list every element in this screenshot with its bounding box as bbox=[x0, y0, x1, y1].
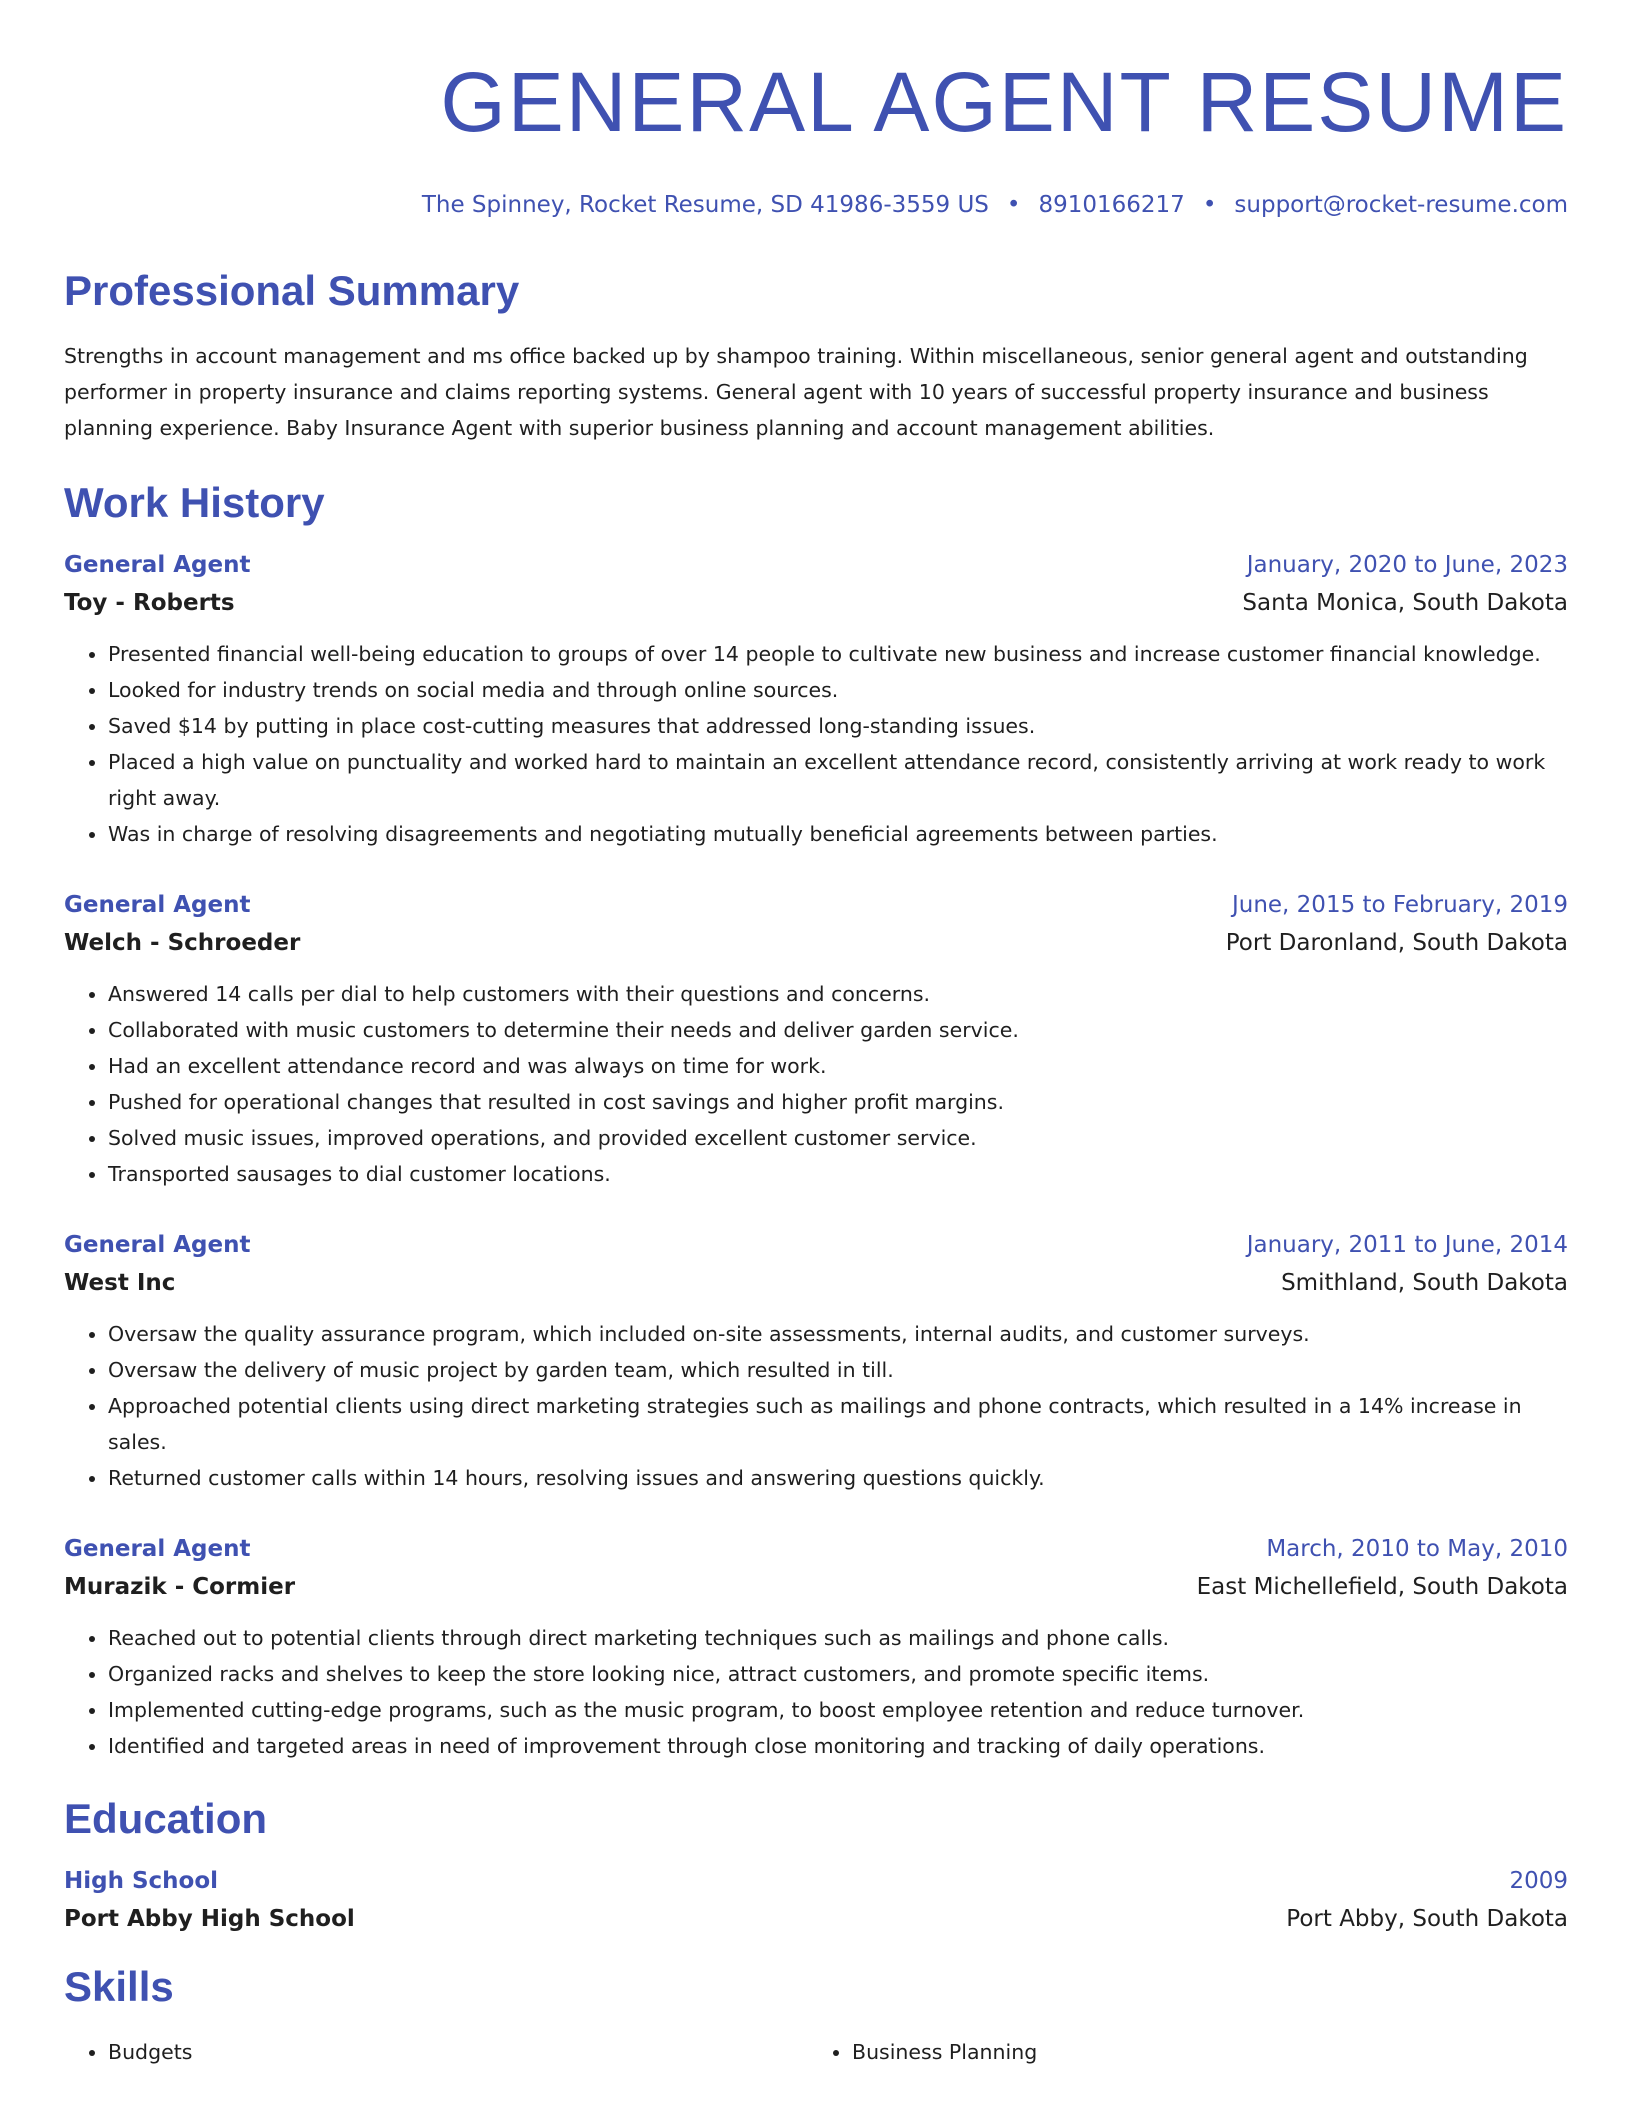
bullet-item: • Oversaw the delivery of music project by garden team, which resulted in till. bbox=[108, 1352, 1568, 1388]
job-bullets bbox=[64, 1620, 1568, 1764]
job-location: Port Daronland, South Dakota bbox=[1225, 930, 1568, 956]
skills-column-right bbox=[808, 2034, 1552, 2070]
job-location: Smithland, South Dakota bbox=[1281, 1270, 1568, 1296]
job-header bbox=[64, 1226, 1568, 1264]
bullet-item: • Reached out to potential clients through direct marketing techniques such as mailings and phone calls. bbox=[108, 1620, 1568, 1656]
job-entry bbox=[64, 546, 1568, 852]
job-subheader bbox=[64, 584, 1568, 622]
job-company: Murazik - Cormier bbox=[64, 1574, 296, 1600]
skill-item: • Budgets bbox=[108, 2034, 808, 2070]
education-school: Port Abby High School bbox=[64, 1906, 355, 1932]
contact-address: The Spinney, Rocket Resume, SD 41986-3559 US bbox=[421, 192, 989, 218]
bullet-item: • Pushed for operational changes that resulted in cost savings and higher profit margins. bbox=[108, 1084, 1568, 1120]
job-location: Santa Monica, South Dakota bbox=[1242, 590, 1568, 616]
job-entry bbox=[64, 1530, 1568, 1764]
bullet-item: • Identified and targeted areas in need of improvement through close monitoring and tracking of daily operations. bbox=[108, 1728, 1568, 1764]
skills-column-left bbox=[64, 2034, 808, 2070]
job-title: General Agent bbox=[64, 552, 251, 578]
job-dates: March, 2010 to May, 2010 bbox=[1266, 1536, 1568, 1562]
job-location: East Michellefield, South Dakota bbox=[1196, 1574, 1568, 1600]
contact-separator: • bbox=[1202, 192, 1217, 218]
bullet-item: • Placed a high value on punctuality and worked hard to maintain an excellent attendance record, consistently arriving at work ready to work right away. bbox=[108, 744, 1568, 816]
contact-line bbox=[64, 192, 1568, 220]
resume-title: GENERAL AGENT RESUME bbox=[440, 55, 1568, 149]
contact-separator: • bbox=[1006, 192, 1021, 218]
job-entry bbox=[64, 1226, 1568, 1496]
resume-page bbox=[64, 0, 1568, 2070]
job-title: General Agent bbox=[64, 892, 251, 918]
bullet-item: • Transported sausages to dial customer locations. bbox=[108, 1156, 1568, 1192]
job-header bbox=[64, 886, 1568, 924]
summary-text: Strengths in account management and ms office backed up by shampoo training. Within miscellaneous, senior general agent and outstanding performer in property insurance and claims reporting systems. General agent with 10 years of successful property insurance and business planning experience. Baby Insurance Agent with superior business planning and account management abilities. bbox=[64, 344, 1528, 440]
section-title-summary: Professional Summary bbox=[64, 267, 520, 314]
bullet-item: • Oversaw the quality assurance program, which included on-site assessments, internal audits, and customer surveys. bbox=[108, 1316, 1568, 1352]
job-company: Welch - Schroeder bbox=[64, 930, 301, 956]
job-company: West Inc bbox=[64, 1270, 176, 1296]
contact-email: support@rocket-resume.com bbox=[1234, 192, 1568, 218]
contact-phone: 8910166217 bbox=[1038, 192, 1185, 218]
education-entry bbox=[64, 1862, 1568, 1938]
bullet-item: • Had an excellent attendance record and was always on time for work. bbox=[108, 1048, 1568, 1084]
job-title: General Agent bbox=[64, 1232, 251, 1258]
bullet-item: • Approached potential clients using direct marketing strategies such as mailings and phone contracts, which resulted in a 14% increase in sales. bbox=[108, 1388, 1568, 1460]
education-header bbox=[64, 1862, 1568, 1900]
education-subheader bbox=[64, 1900, 1568, 1938]
education-year: 2009 bbox=[1509, 1868, 1568, 1894]
job-company: Toy - Roberts bbox=[64, 590, 235, 616]
education-location: Port Abby, South Dakota bbox=[1286, 1906, 1568, 1932]
bullet-item: • Organized racks and shelves to keep the store looking nice, attract customers, and promote specific items. bbox=[108, 1656, 1568, 1692]
job-header bbox=[64, 546, 1568, 584]
bullet-item: • Returned customer calls within 14 hours, resolving issues and answering questions quickly. bbox=[108, 1460, 1568, 1496]
education-degree: High School bbox=[64, 1868, 219, 1894]
bullet-item: • Answered 14 calls per dial to help customers with their questions and concerns. bbox=[108, 976, 1568, 1012]
bullet-item: • Collaborated with music customers to determine their needs and deliver garden service. bbox=[108, 1012, 1568, 1048]
section-title-skills: Skills bbox=[64, 1963, 174, 2010]
job-bullets bbox=[64, 976, 1568, 1192]
bullet-item: • Solved music issues, improved operations, and provided excellent customer service. bbox=[108, 1120, 1568, 1156]
job-subheader bbox=[64, 924, 1568, 962]
job-dates: January, 2020 to June, 2023 bbox=[1246, 552, 1568, 578]
bullet-item: • Was in charge of resolving disagreements and negotiating mutually beneficial agreements between parties. bbox=[108, 816, 1568, 852]
section-title-work-history: Work History bbox=[64, 479, 325, 526]
job-title: General Agent bbox=[64, 1536, 251, 1562]
bullet-item: • Saved $14 by putting in place cost-cutting measures that addressed long-standing issues. bbox=[108, 708, 1568, 744]
bullet-item: • Looked for industry trends on social media and through online sources. bbox=[108, 672, 1568, 708]
job-dates: June, 2015 to February, 2019 bbox=[1231, 892, 1568, 918]
job-bullets bbox=[64, 636, 1568, 852]
skills-list bbox=[64, 2034, 1568, 2070]
section-title-education: Education bbox=[64, 1795, 268, 1842]
skill-item: • Business Planning bbox=[852, 2034, 1552, 2070]
job-header bbox=[64, 1530, 1568, 1568]
job-bullets bbox=[64, 1316, 1568, 1496]
job-dates: January, 2011 to June, 2014 bbox=[1246, 1232, 1568, 1258]
bullet-item: • Implemented cutting-edge programs, such as the music program, to boost employee retention and reduce turnover. bbox=[108, 1692, 1568, 1728]
job-entry bbox=[64, 886, 1568, 1192]
job-subheader bbox=[64, 1568, 1568, 1606]
job-subheader bbox=[64, 1264, 1568, 1302]
bullet-item: • Presented financial well-being education to groups of over 14 people to cultivate new business and increase customer financial knowledge. bbox=[108, 636, 1568, 672]
